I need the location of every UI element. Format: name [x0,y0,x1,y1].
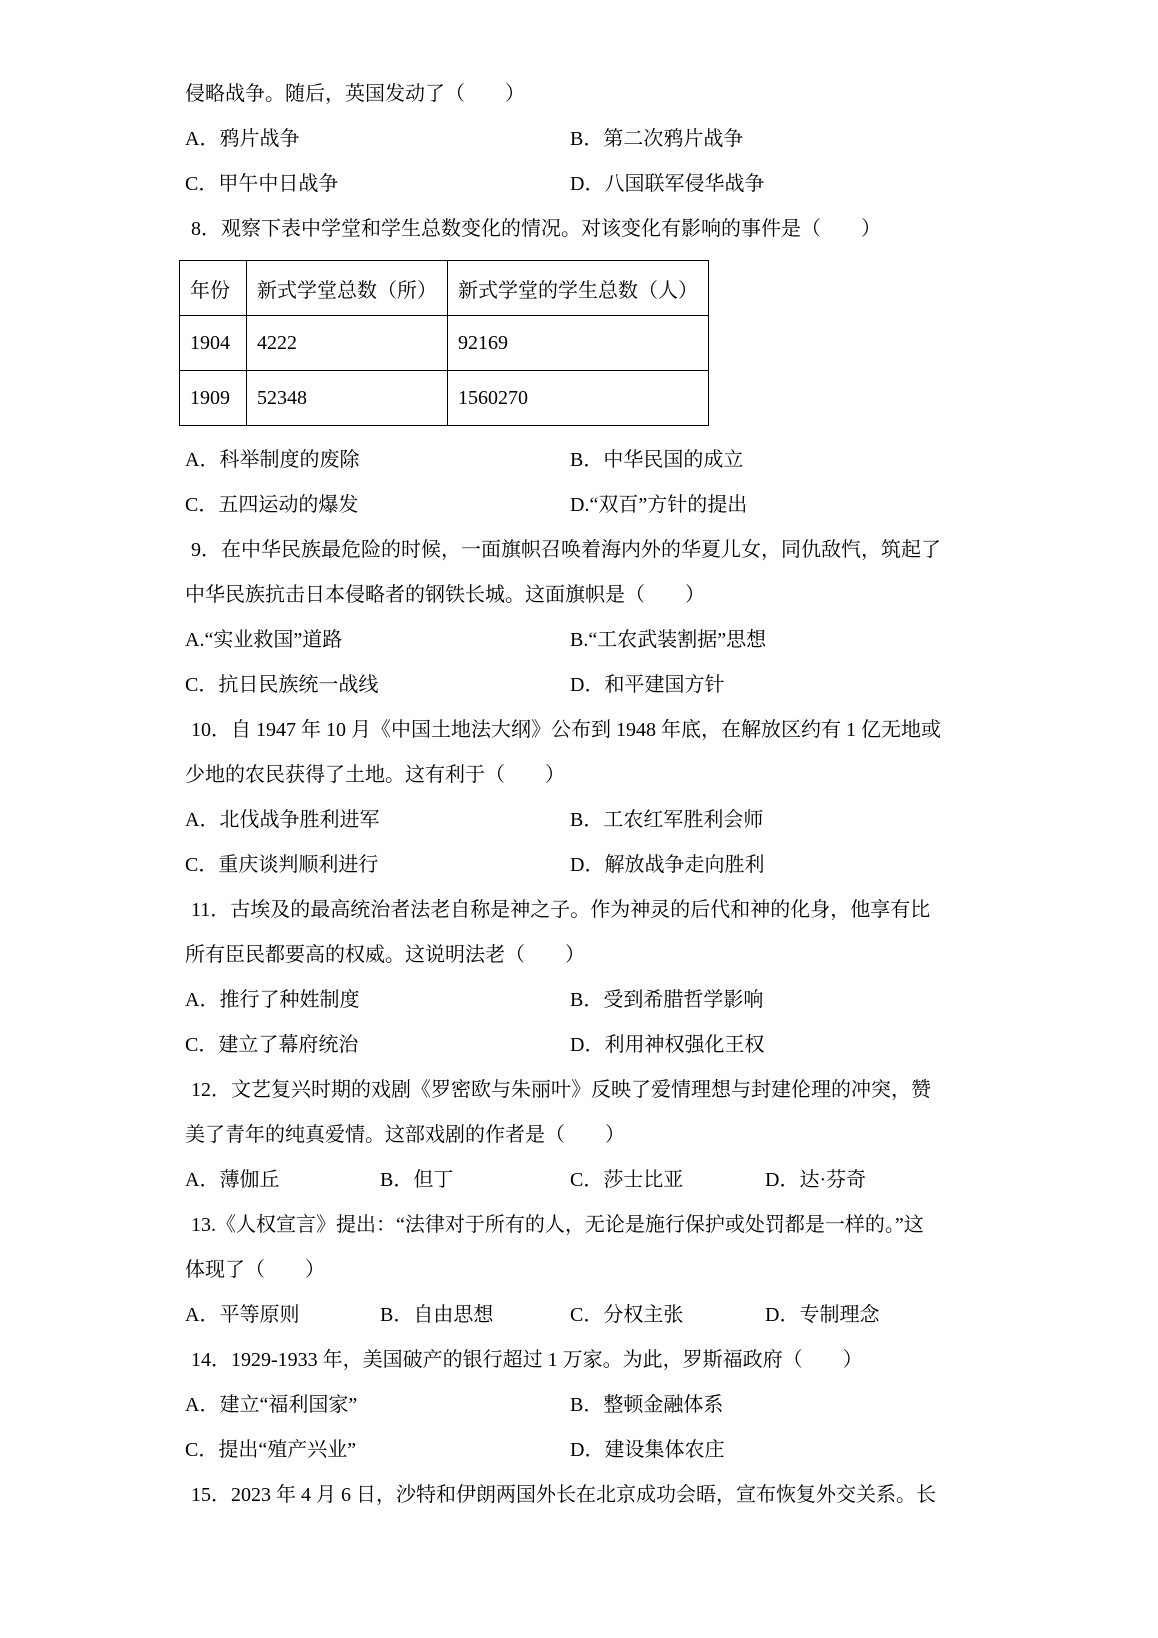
option: A．鸦片战争 [185,128,300,150]
option: D．和平建国方针 [570,674,725,696]
table-cell: 52348 [247,371,448,426]
question-stem-line: 9．在中华民族最危险的时候，一面旗帜召唤着海内外的华夏儿女，同仇敌忾，筑起了 [191,539,941,561]
table-row [180,316,709,371]
question-stem-line: 体现了（ ） [185,1259,325,1281]
question-stem-line: 少地的农民获得了土地。这有利于（ ） [185,764,565,786]
option: B．中华民国的成立 [570,449,744,471]
question-stem-line: 12．文艺复兴时期的戏剧《罗密欧与朱丽叶》反映了爱情理想与封建伦理的冲突，赞 [191,1079,931,1101]
table-cell: 92169 [448,316,709,371]
question-stem-line: 侵略战争。随后，英国发动了（ ） [185,83,525,105]
option: A.“实业救国”道路 [185,629,343,651]
question-stem-line: 13.《人权宣言》提出：“法律对于所有的人，无论是施行保护或处罚都是一样的。”这 [191,1214,924,1236]
option: A．推行了种姓制度 [185,989,360,1011]
table-cell: 1909 [180,371,247,426]
option: C．抗日民族统一战线 [185,674,379,696]
option: D.“双百”方针的提出 [570,494,748,516]
option: A．建立“福利国家” [185,1394,358,1416]
option: D．利用神权强化王权 [570,1034,765,1056]
option: C．五四运动的爆发 [185,494,359,516]
option: C．甲午中日战争 [185,173,339,195]
option-row [185,1383,978,1428]
option: A．薄伽丘 [185,1169,280,1191]
option-row [185,663,978,708]
option-row [185,1293,978,1338]
option-row [185,843,978,888]
option-row [185,798,978,843]
option-row [185,438,978,483]
option: D．解放战争走向胜利 [570,854,765,876]
question-stem-line: 15．2023 年 4 月 6 日，沙特和伊朗两国外长在北京成功会晤，宣布恢复外交关系。长 [191,1484,936,1506]
question-stem-line: 14．1929-1933 年，美国破产的银行超过 1 万家。为此，罗斯福政府（ ） [191,1349,863,1371]
option: B．第二次鸦片战争 [570,128,744,150]
option: A．北伐战争胜利进军 [185,809,380,831]
option: C．分权主张 [570,1304,684,1326]
table-cell: 4222 [247,316,448,371]
table-row [180,371,709,426]
option: D．专制理念 [765,1304,880,1326]
table-header-cell: 年份 [180,261,247,316]
question-stem-line: 11．古埃及的最高统治者法老自称是神之子。作为神灵的后代和神的化身，他享有比 [191,899,931,921]
option-row [185,618,978,663]
table-cell: 1560270 [448,371,709,426]
option: B.“工农武装割据”思想 [570,629,767,651]
option-row [185,162,978,207]
option: D．八国联军侵华战争 [570,173,765,195]
option: B．工农红军胜利会师 [570,809,764,831]
option-row [185,978,978,1023]
option: C．建立了幕府统治 [185,1034,359,1056]
option: C．提出“殖产兴业” [185,1439,357,1461]
option: B．但丁 [380,1169,454,1191]
option: D．建设集体农庄 [570,1439,725,1461]
option: A．平等原则 [185,1304,300,1326]
option: B．自由思想 [380,1304,494,1326]
table-header-cell: 新式学堂的学生总数（人） [448,261,709,316]
option: C．重庆谈判顺利进行 [185,854,379,876]
option-row [185,1428,978,1473]
option-row [185,483,978,528]
option-row [185,1158,978,1203]
option: B．整顿金融体系 [570,1394,724,1416]
school-statistics-table [179,260,709,426]
option: A．科举制度的废除 [185,449,360,471]
option-row [185,117,978,162]
option: C．莎士比亚 [570,1169,684,1191]
question-stem-line: 所有臣民都要高的权威。这说明法老（ ） [185,944,585,966]
question-stem-line: 中华民族抗击日本侵略者的钢铁长城。这面旗帜是（ ） [185,584,705,606]
option: B．受到希腊哲学影响 [570,989,764,1011]
option: D．达·芬奇 [765,1169,867,1191]
table-header-cell: 新式学堂总数（所） [247,261,448,316]
question-stem-line: 美了青年的纯真爱情。这部戏剧的作者是（ ） [185,1124,625,1146]
option-row [185,1023,978,1068]
question-stem-line: 8．观察下表中学堂和学生总数变化的情况。对该变化有影响的事件是（ ） [191,218,881,240]
table-header-row [180,261,709,316]
question-stem-line: 10．自 1947 年 10 月《中国土地法大纲》公布到 1948 年底，在解放区约有 1 亿无地或 [191,719,941,741]
table-cell: 1904 [180,316,247,371]
